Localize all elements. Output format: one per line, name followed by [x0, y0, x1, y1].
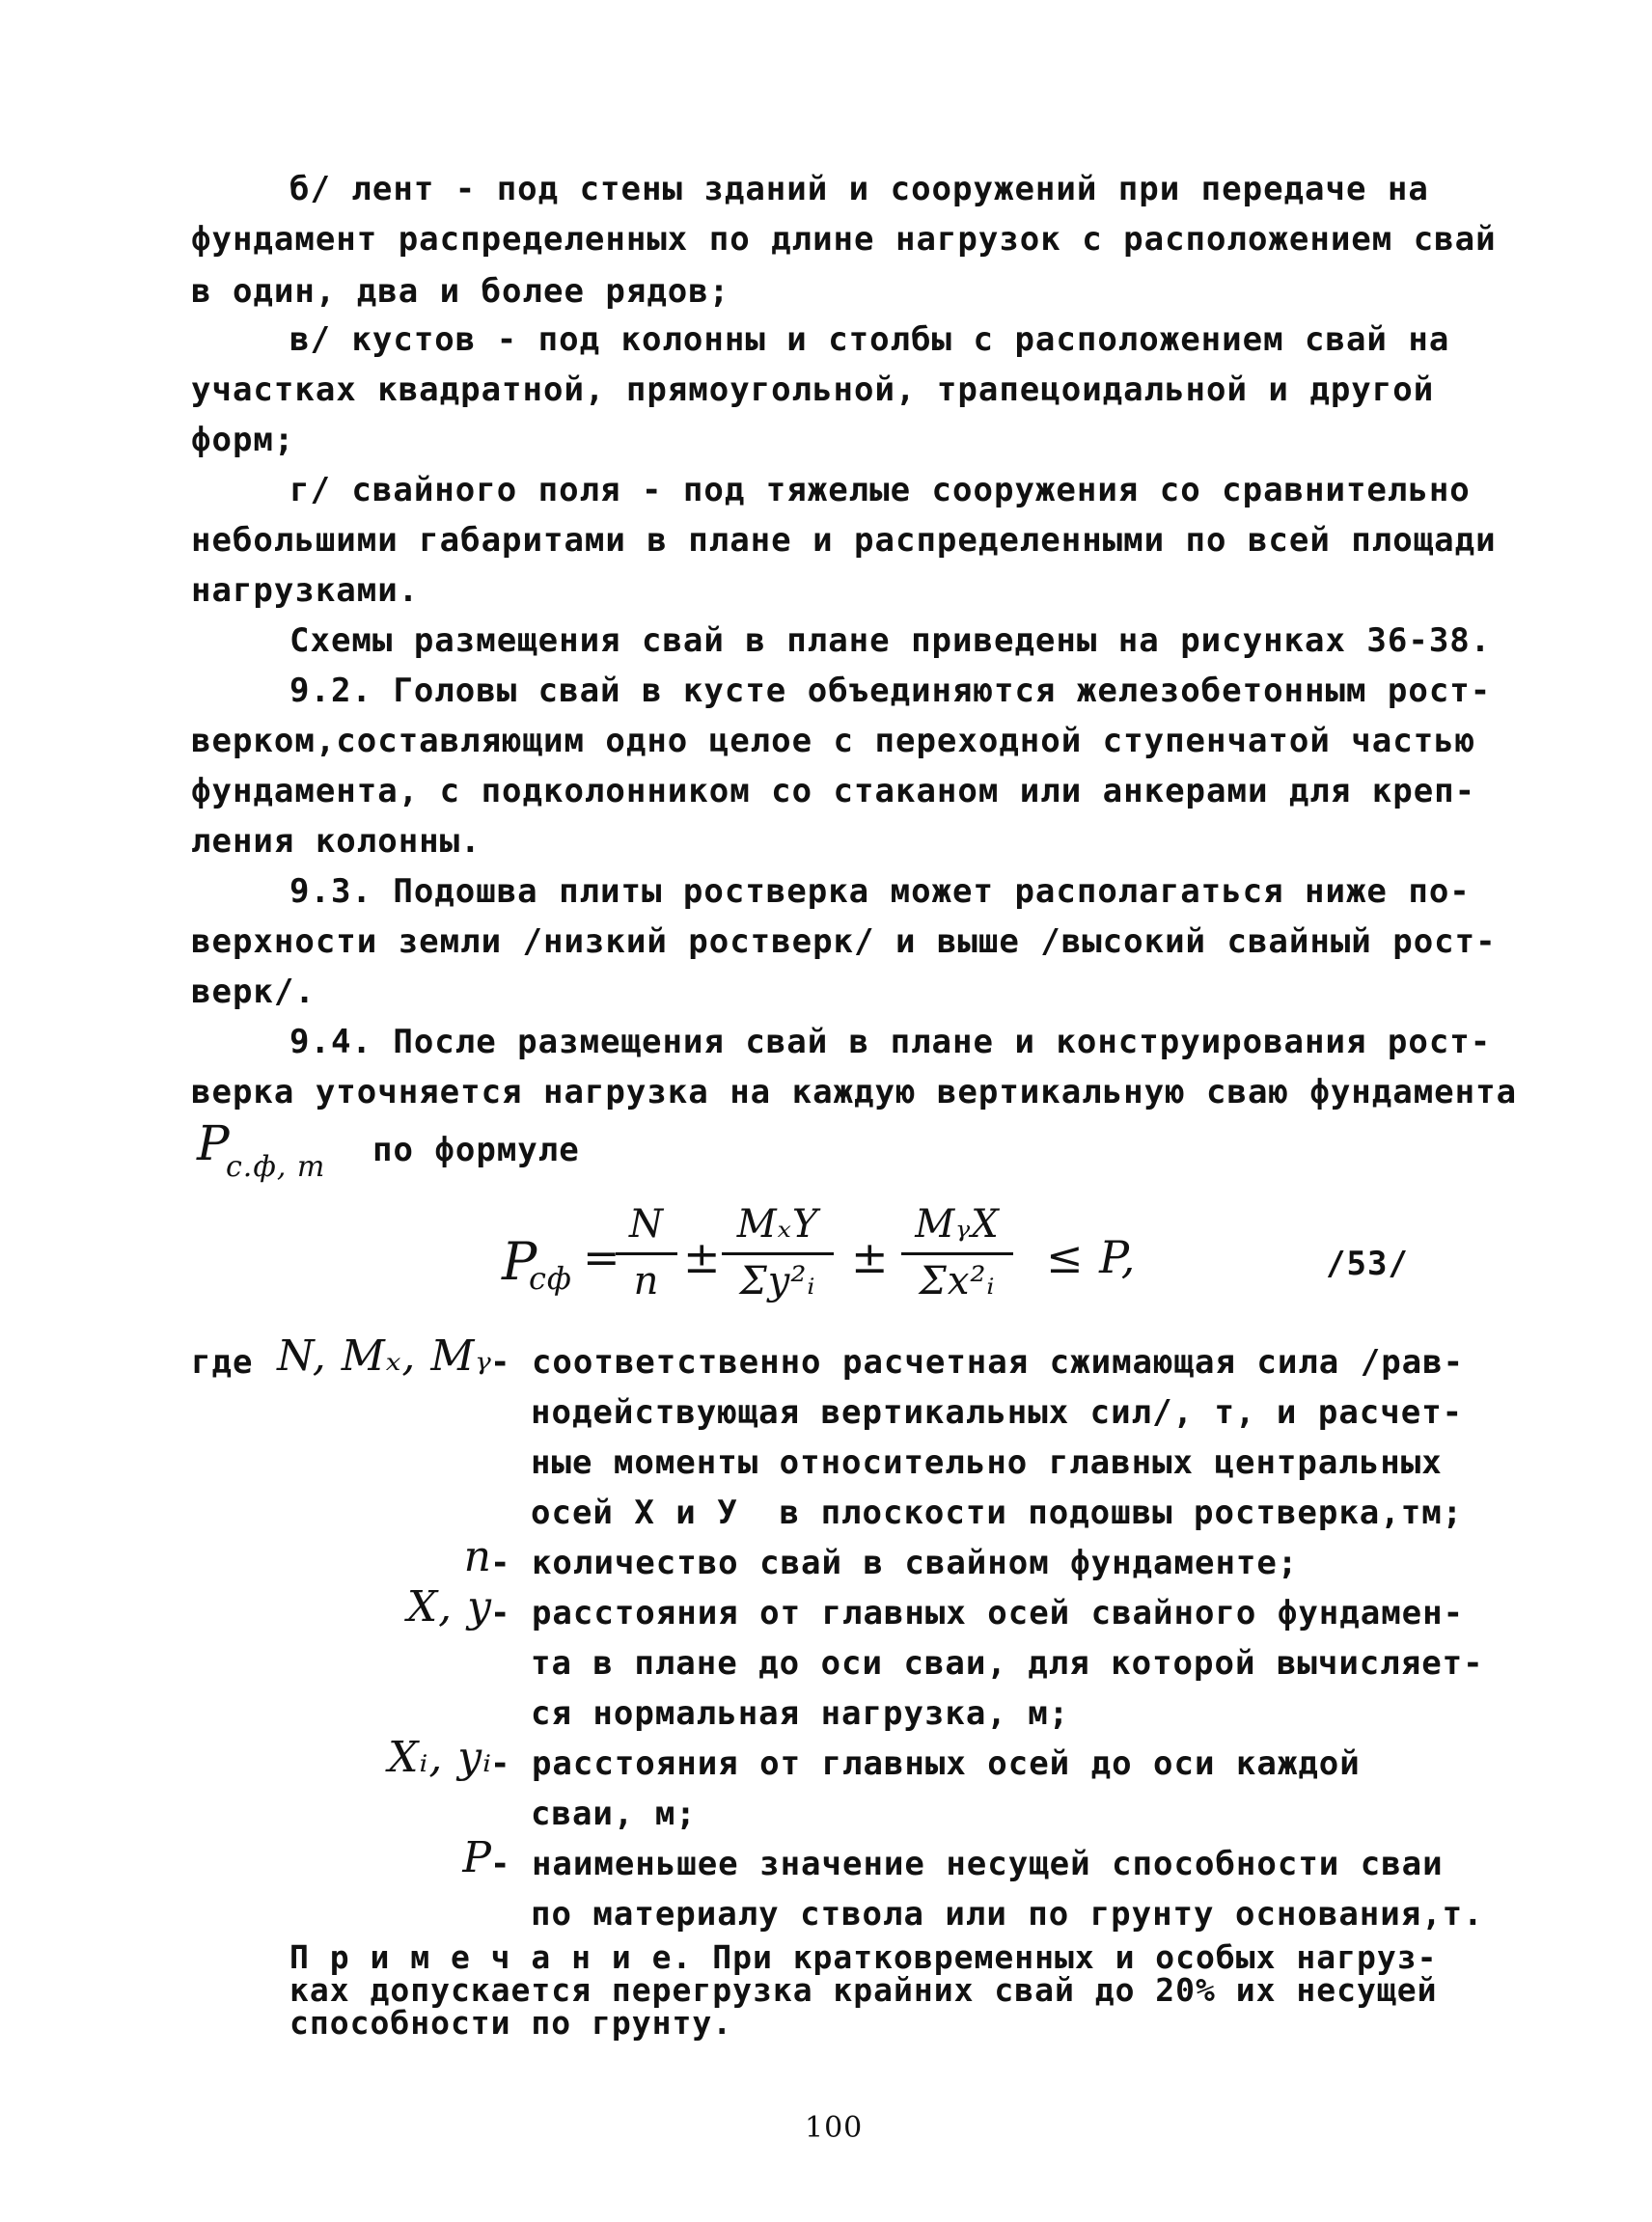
text-line: фундамент распределенных по длине нагрузок с расположением свай — [191, 220, 1497, 259]
text-line: ления колонны. — [191, 822, 482, 861]
definition-line: ные моменты относительно главных центральных — [531, 1443, 1443, 1482]
text-line: б/ лент - под стены зданий и сооружений при передаче на — [289, 170, 1429, 208]
text-line: в один, два и более рядов; — [191, 272, 730, 311]
fraction-numerator: N — [616, 1202, 677, 1255]
definition-line: - количество свай в свайном фундаменте; — [490, 1544, 1299, 1582]
fraction-numerator: MᵧX — [901, 1202, 1013, 1255]
text-line: нагрузками. — [191, 571, 420, 610]
definition-line: по материалу ствола или по грунту основания,т. — [531, 1895, 1484, 1934]
definition-symbol: N, Mₓ, Mᵧ — [277, 1331, 492, 1381]
definition-line: - расстояния от главных осей свайного фундамен- — [490, 1594, 1465, 1632]
formula-plus-minus: ± — [851, 1231, 890, 1283]
definition-line: сваи, м; — [531, 1795, 697, 1833]
text-line: 9.4. После размещения свай в плане и конструирования рост- — [289, 1023, 1492, 1061]
note-line: ках допускается перегрузка крайних свай до 20% их несущей — [289, 1971, 1438, 2009]
definition-line: осей X и У в плоскости подошвы ростверка,тм; — [531, 1494, 1464, 1532]
definition-symbol: n — [463, 1532, 492, 1581]
definition-line: - соответственно расчетная сжимающая сила /рав- — [490, 1343, 1465, 1382]
definition-line: ся нормальная нагрузка, м; — [531, 1694, 1070, 1733]
fraction-mx — [722, 1202, 834, 1303]
text-line: небольшими габаритами в плане и распределенными по всей площади — [191, 521, 1497, 560]
text-line: 9.2. Головы свай в кусте объединяются железобетонным рост- — [289, 672, 1492, 710]
text-line: верхности земли /низкий ростверк/ и выше /высокий свайный рост- — [191, 922, 1497, 961]
definition-symbol: X, y — [406, 1582, 492, 1632]
fraction-denominator: Σx²ᵢ — [919, 1259, 996, 1303]
definition-line: нодействующая вертикальных сил/, т, и расчет- — [531, 1393, 1464, 1432]
text-line: в/ кустов - под колонны и столбы с расположением свай на — [289, 320, 1450, 359]
formula-intro-text: по формуле — [372, 1131, 580, 1169]
formula-intro-subscript: с.ф, т — [226, 1150, 326, 1184]
fraction-my — [901, 1202, 1013, 1303]
note-line: способности по грунту. — [289, 2004, 733, 2042]
formula-number: /53/ — [1326, 1245, 1409, 1283]
page-number: 100 — [805, 2111, 864, 2145]
text-line: верка уточняется нагрузка на каждую вертикальную сваю фундамента — [191, 1073, 1518, 1111]
formula-plus-minus: ± — [683, 1231, 722, 1283]
definition-symbol: P — [462, 1833, 492, 1882]
text-line: участках квадратной, прямоугольной, трапецоидальной и другой — [191, 370, 1435, 409]
where-word: где — [191, 1343, 254, 1382]
definition-line: та в плане до оси сваи, для которой вычисляет- — [531, 1644, 1484, 1683]
note-line: П р и м е ч а н и е. При кратковременных и особых нагруз- — [289, 1938, 1438, 1976]
text-line: фундамента, с подколонником со стаканом или анкерами для креп- — [191, 772, 1476, 810]
text-line: верком,составляющим одно целое с переходной ступенчатой частью — [191, 722, 1476, 760]
formula-intro-symbol: P — [197, 1115, 231, 1171]
formula-lhs-subscript: сф — [529, 1260, 572, 1297]
definition-line: - наименьшее значение несущей способности сваи — [490, 1845, 1444, 1883]
definition-line: - расстояния от главных осей до оси каждой — [490, 1744, 1361, 1783]
fraction-numerator: MₓY — [722, 1202, 834, 1255]
text-line: г/ свайного поля - под тяжелые сооружения со сравнительно — [289, 471, 1471, 509]
fraction-denominator: n — [633, 1259, 660, 1303]
fraction-n — [616, 1202, 677, 1303]
text-line: Схемы размещения свай в плане приведены на рисунках 36-38. — [289, 621, 1492, 660]
text-line: верк/. — [191, 973, 316, 1011]
definition-symbol: Xᵢ, yᵢ — [388, 1733, 492, 1782]
text-line: форм; — [191, 421, 295, 459]
formula-lhs: P — [502, 1231, 538, 1292]
formula-less-equal: ≤ P, — [1046, 1231, 1137, 1283]
text-line: 9.3. Подошва плиты ростверка может располагаться ниже по- — [289, 872, 1471, 911]
formula-equals: = — [583, 1231, 621, 1283]
fraction-denominator: Σy²ᵢ — [739, 1259, 816, 1303]
